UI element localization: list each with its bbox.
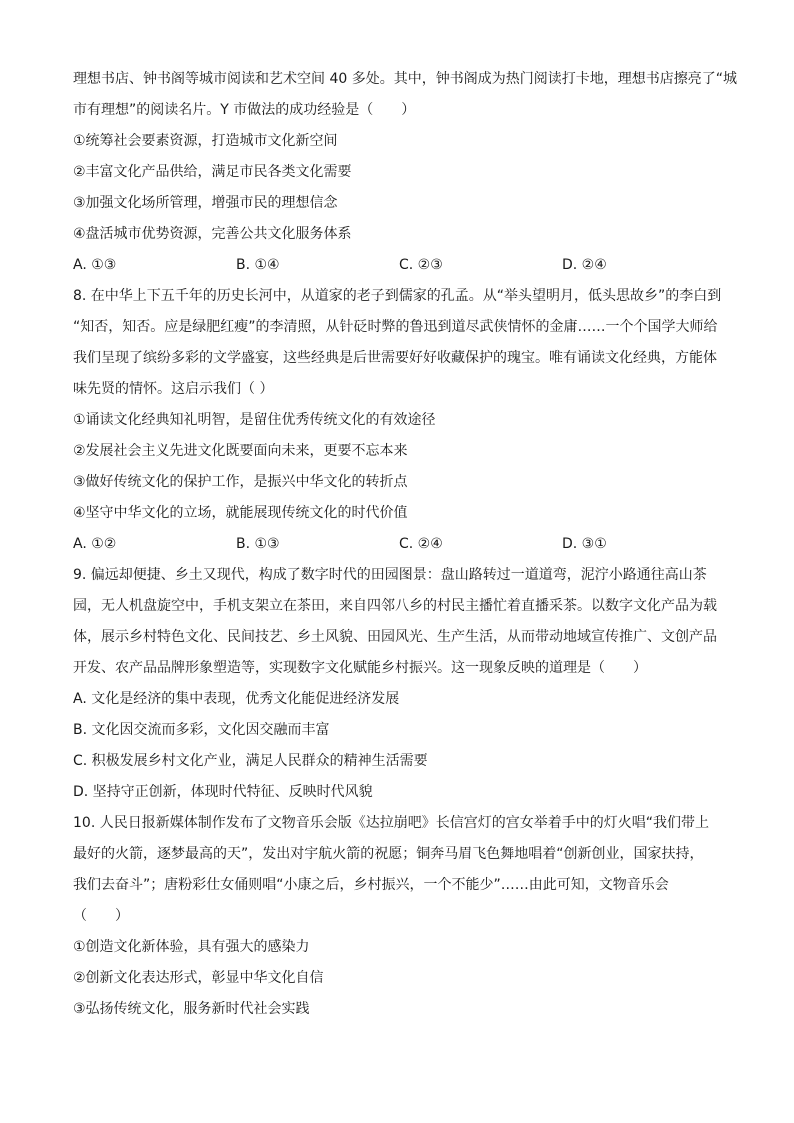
question-7 [73, 64, 737, 281]
question-stem-line: 理想书店、钟书阁等城市阅读和艺术空间 40 多处。其中，钟书阁成为热门阅读打卡地，理想书店擦亮了“城 [73, 71, 737, 87]
question-10 [73, 808, 725, 1025]
question-stem-line: 8. 在中华上下五千年的历史长河中，从道家的老子到儒家的孔孟。从“举头望明月，低头思故乡”的李白到 [73, 288, 722, 304]
statement-item: ②发展社会主义先进文化既要面向未来，更要不忘本来 [73, 443, 408, 459]
option-a: A. ①③ [73, 257, 117, 273]
statement-item: ④坚守中华文化的立场，就能展现传统文化的时代价值 [73, 505, 408, 521]
option-c: C. ②③ [399, 257, 443, 273]
answer-options [73, 250, 725, 281]
option-d: D. ②④ [562, 257, 607, 273]
question-stem-line: 体，展示乡村特色文化、民间技艺、乡土风貌、田园风光、生产生活，从而带动地域宣传推广、文创产品 [73, 629, 717, 645]
statement-item: ①创造文化新体验，具有强大的感染力 [73, 939, 310, 955]
statement-item: ③做好传统文化的保护工作，是振兴中华文化的转折点 [73, 474, 408, 490]
option-b: B. ①③ [236, 536, 280, 552]
question-stem-line: 市有理想”的阅读名片。Y 市做法的成功经验是（ ） [73, 102, 416, 118]
question-stem-line: （ ） [73, 908, 129, 924]
option-c: C. 积极发展乡村文化产业，满足人民群众的精神生活需要 [73, 753, 428, 769]
option-b: B. ①④ [236, 257, 280, 273]
option-c: C. ②④ [399, 536, 443, 552]
question-stem-line: 味先贤的情怀。这启示我们（ ） [73, 381, 274, 397]
question-stem-line: 最好的火箭，逐梦最高的天”，发出对宇航火箭的祝愿；铜奔马眉飞色舞地唱着“创新创业，国家扶持， [73, 846, 704, 862]
answer-options [73, 529, 725, 560]
option-a: A. 文化是经济的集中表现，优秀文化能促进经济发展 [73, 691, 400, 707]
question-9 [73, 560, 725, 808]
question-stem-line: 10. 人民日报新媒体制作发布了文物音乐会版《达拉崩吧》长信宫灯的宫女举着手中的灯火唱“我们带上 [73, 815, 709, 831]
statement-item: ③加强文化场所管理，增强市民的理想信念 [73, 195, 338, 211]
question-stem-line: 我们呈现了缤纷多彩的文学盛宴，这些经典是后世需要好好收藏保护的瑰宝。唯有诵读文化经典，方能体 [73, 350, 717, 366]
option-b: B. 文化因交流而多彩，文化因交融而丰富 [73, 722, 330, 738]
question-stem-line: 9. 偏远却便捷、乡土又现代，构成了数字时代的田园图景：盘山路转过一道道弯，泥泞小路通往高山茶 [73, 567, 707, 583]
statement-item: ②丰富文化产品供给，满足市民各类文化需要 [73, 164, 352, 180]
question-stem-line: 开发、农产品品牌形象塑造等，实现数字文化赋能乡村振兴。这一现象反映的道理是（ ） [73, 660, 647, 676]
statement-item: ①诵读文化经典知礼明智，是留住优秀传统文化的有效途径 [73, 412, 436, 428]
statement-item: ④盘活城市优势资源，完善公共文化服务体系 [73, 226, 352, 242]
statement-item: ③弘扬传统文化，服务新时代社会实践 [73, 1001, 310, 1017]
option-d: D. ③① [562, 536, 607, 552]
page-content [73, 64, 737, 1025]
option-d: D. 坚持守正创新，体现时代特征、反映时代风貌 [73, 784, 373, 800]
option-a: A. ①② [73, 536, 117, 552]
question-stem-line: 我们去奋斗”；唐粉彩仕女俑则唱“小康之后，乡村振兴，一个不能少”……由此可知，文物音乐会 [73, 877, 669, 893]
question-8 [73, 281, 725, 560]
statement-item: ①统筹社会要素资源，打造城市文化新空间 [73, 133, 338, 149]
question-stem-line: 园，无人机盘旋空中，手机支架立在茶田，来自四邻八乡的村民主播忙着直播采茶。以数字文化产品为载 [73, 598, 717, 614]
statement-item: ②创新文化表达形式，彰显中华文化自信 [73, 970, 324, 986]
question-stem-line: “知否，知否。应是绿肥红瘦”的李清照，从针砭时弊的鲁迅到道尽武侠情怀的金庸……一个个国学大师给 [73, 319, 718, 335]
